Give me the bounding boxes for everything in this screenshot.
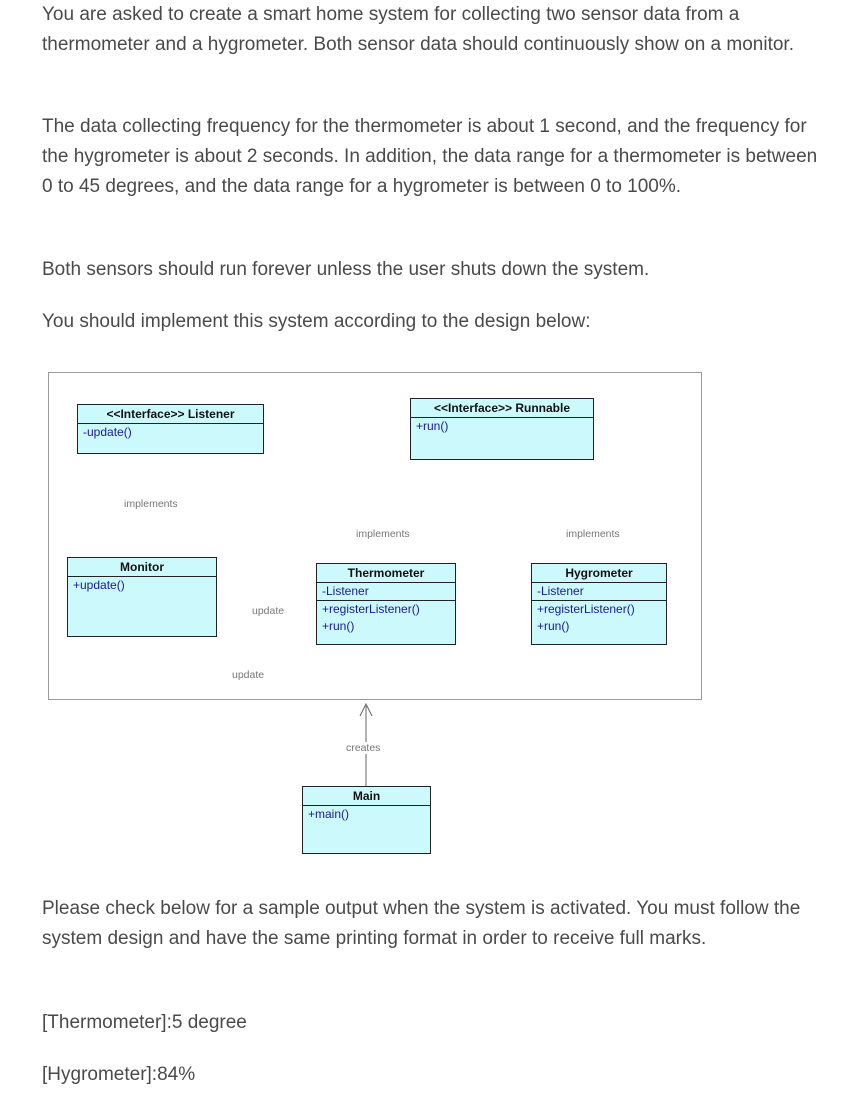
intro-paragraph: You are asked to create a smart home system for collecting two sensor data from a thermometer and a hygrometer. Both sensor data should continuously show on a monitor. xyxy=(42,4,794,55)
creates-label: creates xyxy=(346,742,381,754)
thermometer-title: Thermometer xyxy=(317,564,455,583)
sample-output-hygrometer: [Hygrometer]:84% xyxy=(42,1064,196,1085)
update-label-thermometer: update xyxy=(252,605,285,617)
monitor-class-box xyxy=(67,557,217,637)
implements-label-thermometer: implements xyxy=(356,528,410,540)
update-label-hygrometer: update xyxy=(232,669,265,681)
runnable-interface-box xyxy=(410,398,594,460)
implements-label-monitor: implements xyxy=(124,498,178,510)
hygrometer-field: -Listener xyxy=(532,583,666,601)
hygrometer-method-run: +run() xyxy=(537,619,570,633)
main-method: +main() xyxy=(308,807,350,821)
sample-output-intro-paragraph: Please check below for a sample output when the system is activated. You must follow the system design and have the same printing format in order to receive full marks. xyxy=(42,898,801,949)
listener-interface-box xyxy=(77,404,264,454)
main-title: Main xyxy=(303,787,430,806)
hygrometer-method-register: +registerListener() xyxy=(537,602,635,616)
runnable-method: +run() xyxy=(416,419,449,433)
main-class-box xyxy=(302,786,431,854)
thermometer-class-box xyxy=(316,563,456,645)
listener-method: -update() xyxy=(83,425,132,439)
thermometer-method-register: +registerListener() xyxy=(322,602,420,616)
run-forever-paragraph: Both sensors should run forever unless the user shuts down the system. xyxy=(42,259,650,280)
runnable-title: <<Interface>> Runnable xyxy=(411,399,593,418)
implements-label-hygrometer: implements xyxy=(566,528,620,540)
listener-title: <<Interface>> Listener xyxy=(78,405,263,424)
hygrometer-title: Hygrometer xyxy=(532,564,666,583)
frequency-paragraph: The data collecting frequency for the thermometer is about 1 second, and the frequency for the hygrometer is about 2 seconds. In addition, the data range for a thermometer is between 0 to 45 degrees, and the data range for a hygrometer is between 0 to 100%. xyxy=(42,116,818,197)
monitor-title: Monitor xyxy=(68,558,216,577)
thermometer-field: -Listener xyxy=(317,583,455,601)
sample-output-thermometer: [Thermometer]:5 degree xyxy=(42,1012,247,1033)
monitor-method: +update() xyxy=(73,578,125,592)
thermometer-method-run: +run() xyxy=(322,619,355,633)
hygrometer-class-box xyxy=(531,563,667,645)
design-intro-paragraph: You should implement this system according to the design below: xyxy=(42,311,591,332)
